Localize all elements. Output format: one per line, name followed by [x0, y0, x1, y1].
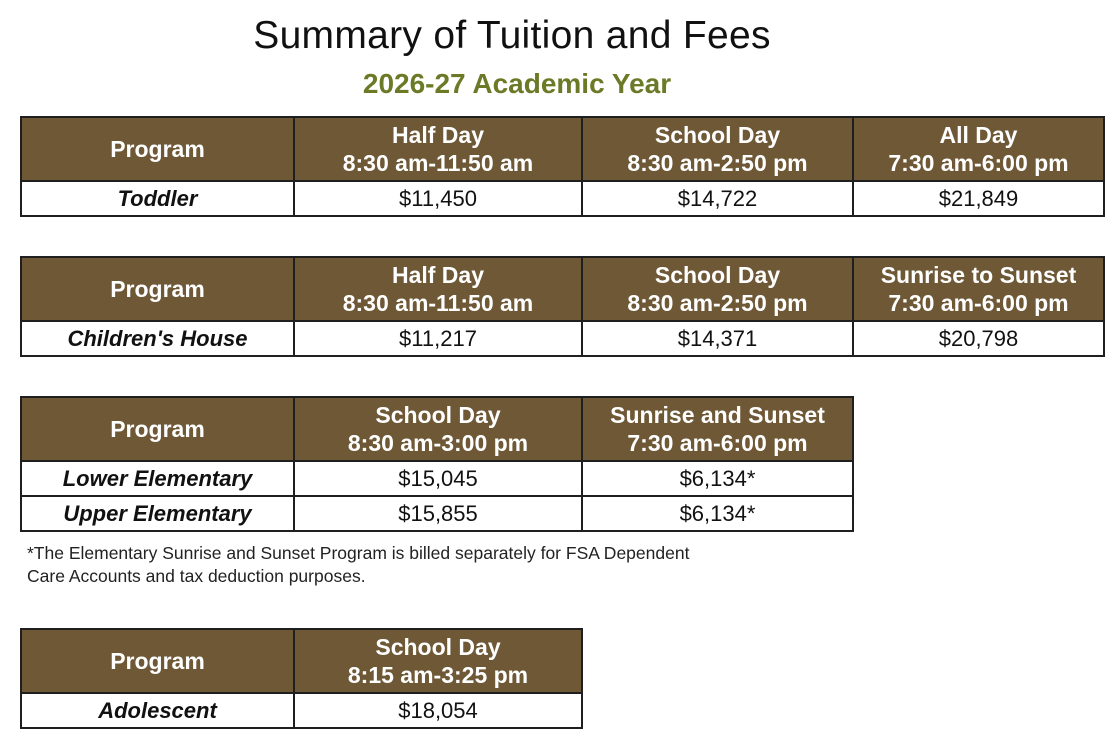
table-row [21, 496, 853, 531]
fee-cell: $20,798 [853, 321, 1104, 356]
table-header-row [21, 397, 853, 461]
header-program: Program [21, 629, 294, 693]
footnote-line: Care Accounts and tax deduction purposes. [27, 566, 366, 586]
fee-cell: $21,849 [853, 181, 1104, 216]
header-school-day: School Day 8:30 am-3:00 pm [294, 397, 582, 461]
fee-cell: $18,054 [294, 693, 582, 728]
toddler-fees-table [20, 116, 1105, 217]
table-header-row [21, 117, 1104, 181]
header-school-day: School Day 8:30 am-2:50 pm [582, 257, 853, 321]
header-sunrise-to-sunset: Sunrise to Sunset 7:30 am-6:00 pm [853, 257, 1104, 321]
fee-cell: $15,045 [294, 461, 582, 496]
program-name: Adolescent [21, 693, 294, 728]
page-subtitle: 2026-27 Academic Year [362, 68, 672, 99]
table-row [21, 321, 1104, 356]
header-school-day: School Day 8:15 am-3:25 pm [294, 629, 582, 693]
fee-cell: $6,134* [582, 496, 853, 531]
table-row [21, 181, 1104, 216]
program-name: Toddler [21, 181, 294, 216]
table-row [21, 693, 582, 728]
page-title: Summary of Tuition and Fees [253, 14, 771, 57]
fee-cell: $14,371 [582, 321, 853, 356]
header-half-day: Half Day 8:30 am-11:50 am [294, 257, 582, 321]
adolescent-fees-table [20, 628, 583, 729]
table-header-row [21, 257, 1104, 321]
fee-cell: $14,722 [582, 181, 853, 216]
header-half-day: Half Day 8:30 am-11:50 am [294, 117, 582, 181]
header-sunrise-and-sunset: Sunrise and Sunset 7:30 am-6:00 pm [582, 397, 853, 461]
header-school-day: School Day 8:30 am-2:50 pm [582, 117, 853, 181]
program-name: Children's House [21, 321, 294, 356]
header-program: Program [21, 397, 294, 461]
fee-cell: $6,134* [582, 461, 853, 496]
header-program: Program [21, 117, 294, 181]
fee-cell: $11,450 [294, 181, 582, 216]
childrens-house-fees-table [20, 256, 1105, 357]
header-all-day: All Day 7:30 am-6:00 pm [853, 117, 1104, 181]
table-header-row [21, 629, 582, 693]
fee-cell: $11,217 [294, 321, 582, 356]
program-name: Lower Elementary [21, 461, 294, 496]
fee-cell: $15,855 [294, 496, 582, 531]
elementary-fees-table [20, 396, 854, 532]
header-program: Program [21, 257, 294, 321]
program-name: Upper Elementary [21, 496, 294, 531]
elementary-footnote [27, 542, 847, 588]
table-row [21, 461, 853, 496]
footnote-line: *The Elementary Sunrise and Sunset Program is billed separately for FSA Dependent [27, 543, 690, 563]
